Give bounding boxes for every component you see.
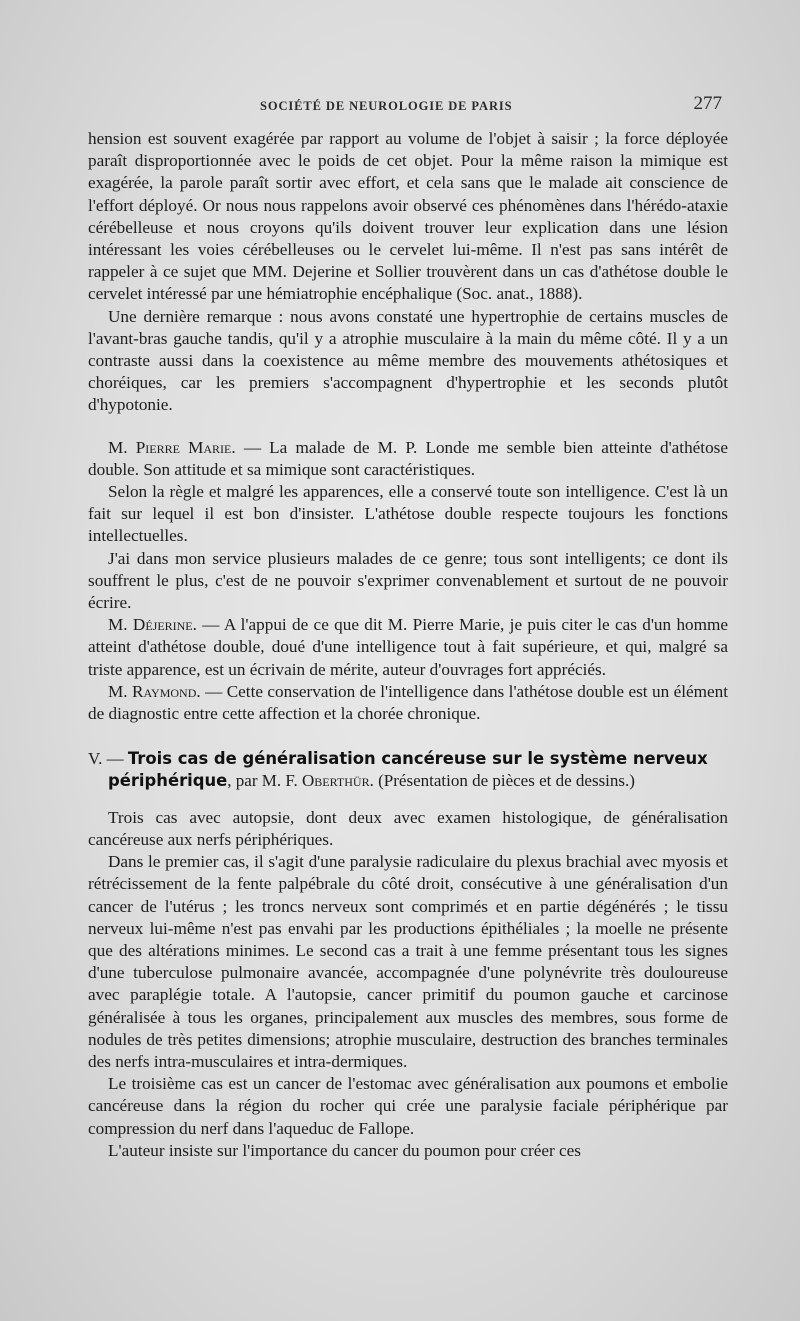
- abstract-paragraph-3: Le troisième cas est un cancer de l'estomac avec généralisation aux poumons et embolie cancéreuse dans la région du rocher qui crée une paralysie faciale périphérique par compression du nerf dans l'aqueduc de Fallope.: [88, 1074, 728, 1138]
- page-body: [88, 128, 728, 1162]
- dejerine-intervention: [88, 614, 728, 681]
- abstract-paragraph-4: L'auteur insiste sur l'importance du cancer du poumon pour créer ces: [108, 1140, 581, 1160]
- speaker-raymond: M. Raymond.: [108, 681, 201, 701]
- abstract-paragraph-2: Dans le premier cas, il s'agit d'une paralysie radiculaire du plexus brachial avec myosis et rétrécissement de la fente palpébrale du côté droit, consécutive à une généralisation d'un cancer de l'utérus ; les troncs nerveux sont comprimés et en partie dégénérés ; le tissu nerveux lui-même n'est pas envahi par les productions épithéliales ; la moelle ne présente que des altérations minimes. Le second cas a trait à une femme présentant tous les signes d'une tuberculose pulmonaire avancée, accompagnée d'une polynévrite très douloureuse avec paraplégie totale. A l'autopsie, cancer primitif du poumon gauche et carcinose généralisée à tous les organes, principalement aux muscles des membres, sous forme de nodules de très petites dimensions; atrophie musculaire, destruction des branches terminales des nerfs intra-musculaires et intra-dermiques.: [88, 852, 728, 1071]
- section-v-title: Trois cas de généralisation cancéreuse sur le système nerveux périphérique: [108, 749, 708, 791]
- pierre-marie-paragraph-3: J'ai dans mon service plusieurs malades de ce genre; tous sont intelligents; ce dont ils souffrent le plus, c'est de ne pouvoir s'exprimer convenablement et surtout de ne pouvoir écrire.: [88, 548, 728, 613]
- section-v-by: , par M. F.: [227, 771, 298, 791]
- raymond-text: — Cette conservation de l'intelligence dans l'athétose double est un élément de diagnostic entre cette affection et la chorée chronique.: [88, 681, 728, 724]
- section-v-numeral: V. —: [88, 749, 124, 769]
- running-header: [88, 93, 728, 117]
- continued-paragraph: hension est souvent exagérée par rapport au volume de l'objet à saisir ; la force déployée paraît disproportionnée avec le poids de cet objet. Pour la même raison la mimique est exagérée, la parole paraît sortir avec effort, et cela sans que le malade ait conscience de l'effort déployé. Or nous nous rappelons avoir observé ces phénomènes dans l'hérédo-ataxie cérébelleuse et nous croyons qu'ils doivent trouver leur explication dans une lésion intéressant les voies cérébelleuses ou le cervelet lui-même. Il n'est pas sans intérêt de rappeler à ce sujet que MM. Dejerine et Sollier trouvèrent dans un cas d'athétose double le cervelet intéressé par une hémiatrophie encéphalique (Soc. anat., 1888).: [88, 129, 728, 304]
- pierre-marie-intervention: [88, 437, 728, 481]
- section-v-heading: [88, 748, 728, 792]
- dejerine-text: — A l'appui de ce que dit M. Pierre Marie, je puis citer le cas d'un homme atteint d'athétose double, doué d'une intelligence tout à fait supérieure, et qui, malgré sa triste apparence, est un écrivain de mérite, auteur d'ouvrages fort appréciés.: [88, 615, 728, 679]
- abstract-paragraph-1: Trois cas avec autopsie, dont deux avec examen histologique, de généralisation cancéreuse aux nerfs périphériques.: [88, 807, 728, 849]
- speaker-pierre-marie: M. Pierre Marie.: [108, 437, 236, 457]
- raymond-intervention: [88, 681, 728, 725]
- section-v-author: Oberthür.: [302, 771, 374, 791]
- remark-paragraph: Une dernière remarque : nous avons constaté une hypertrophie de certains muscles de l'avant-bras gauche tandis, qu'il y a atrophie musculaire à la main du même côté. Il y a un contraste aussi dans la coexistence au même membre des mouvements athétosiques et choréiques, car les premiers s'accompagnent d'hypertrophie et les seconds plutôt d'hypotonie.: [88, 306, 728, 415]
- speaker-dejerine: M. Déjerine.: [108, 615, 197, 635]
- running-title: SOCIÉTÉ DE NEUROLOGIE DE PARIS: [260, 99, 513, 113]
- page-number: 277: [693, 93, 722, 114]
- pierre-marie-text: — La malade de M. P. Londe me semble bien atteinte d'athétose double. Son attitude et sa mimique sont caractéristiques.: [88, 437, 728, 479]
- pierre-marie-paragraph-2: Selon la règle et malgré les apparences, elle a conservé toute son intelligence. C'est là un fait sur lequel il est bon d'insister. L'athétose double respecte toujours les fonctions intellectuelles.: [88, 482, 728, 546]
- section-v-note: (Présentation de pièces et de dessins.): [378, 771, 635, 791]
